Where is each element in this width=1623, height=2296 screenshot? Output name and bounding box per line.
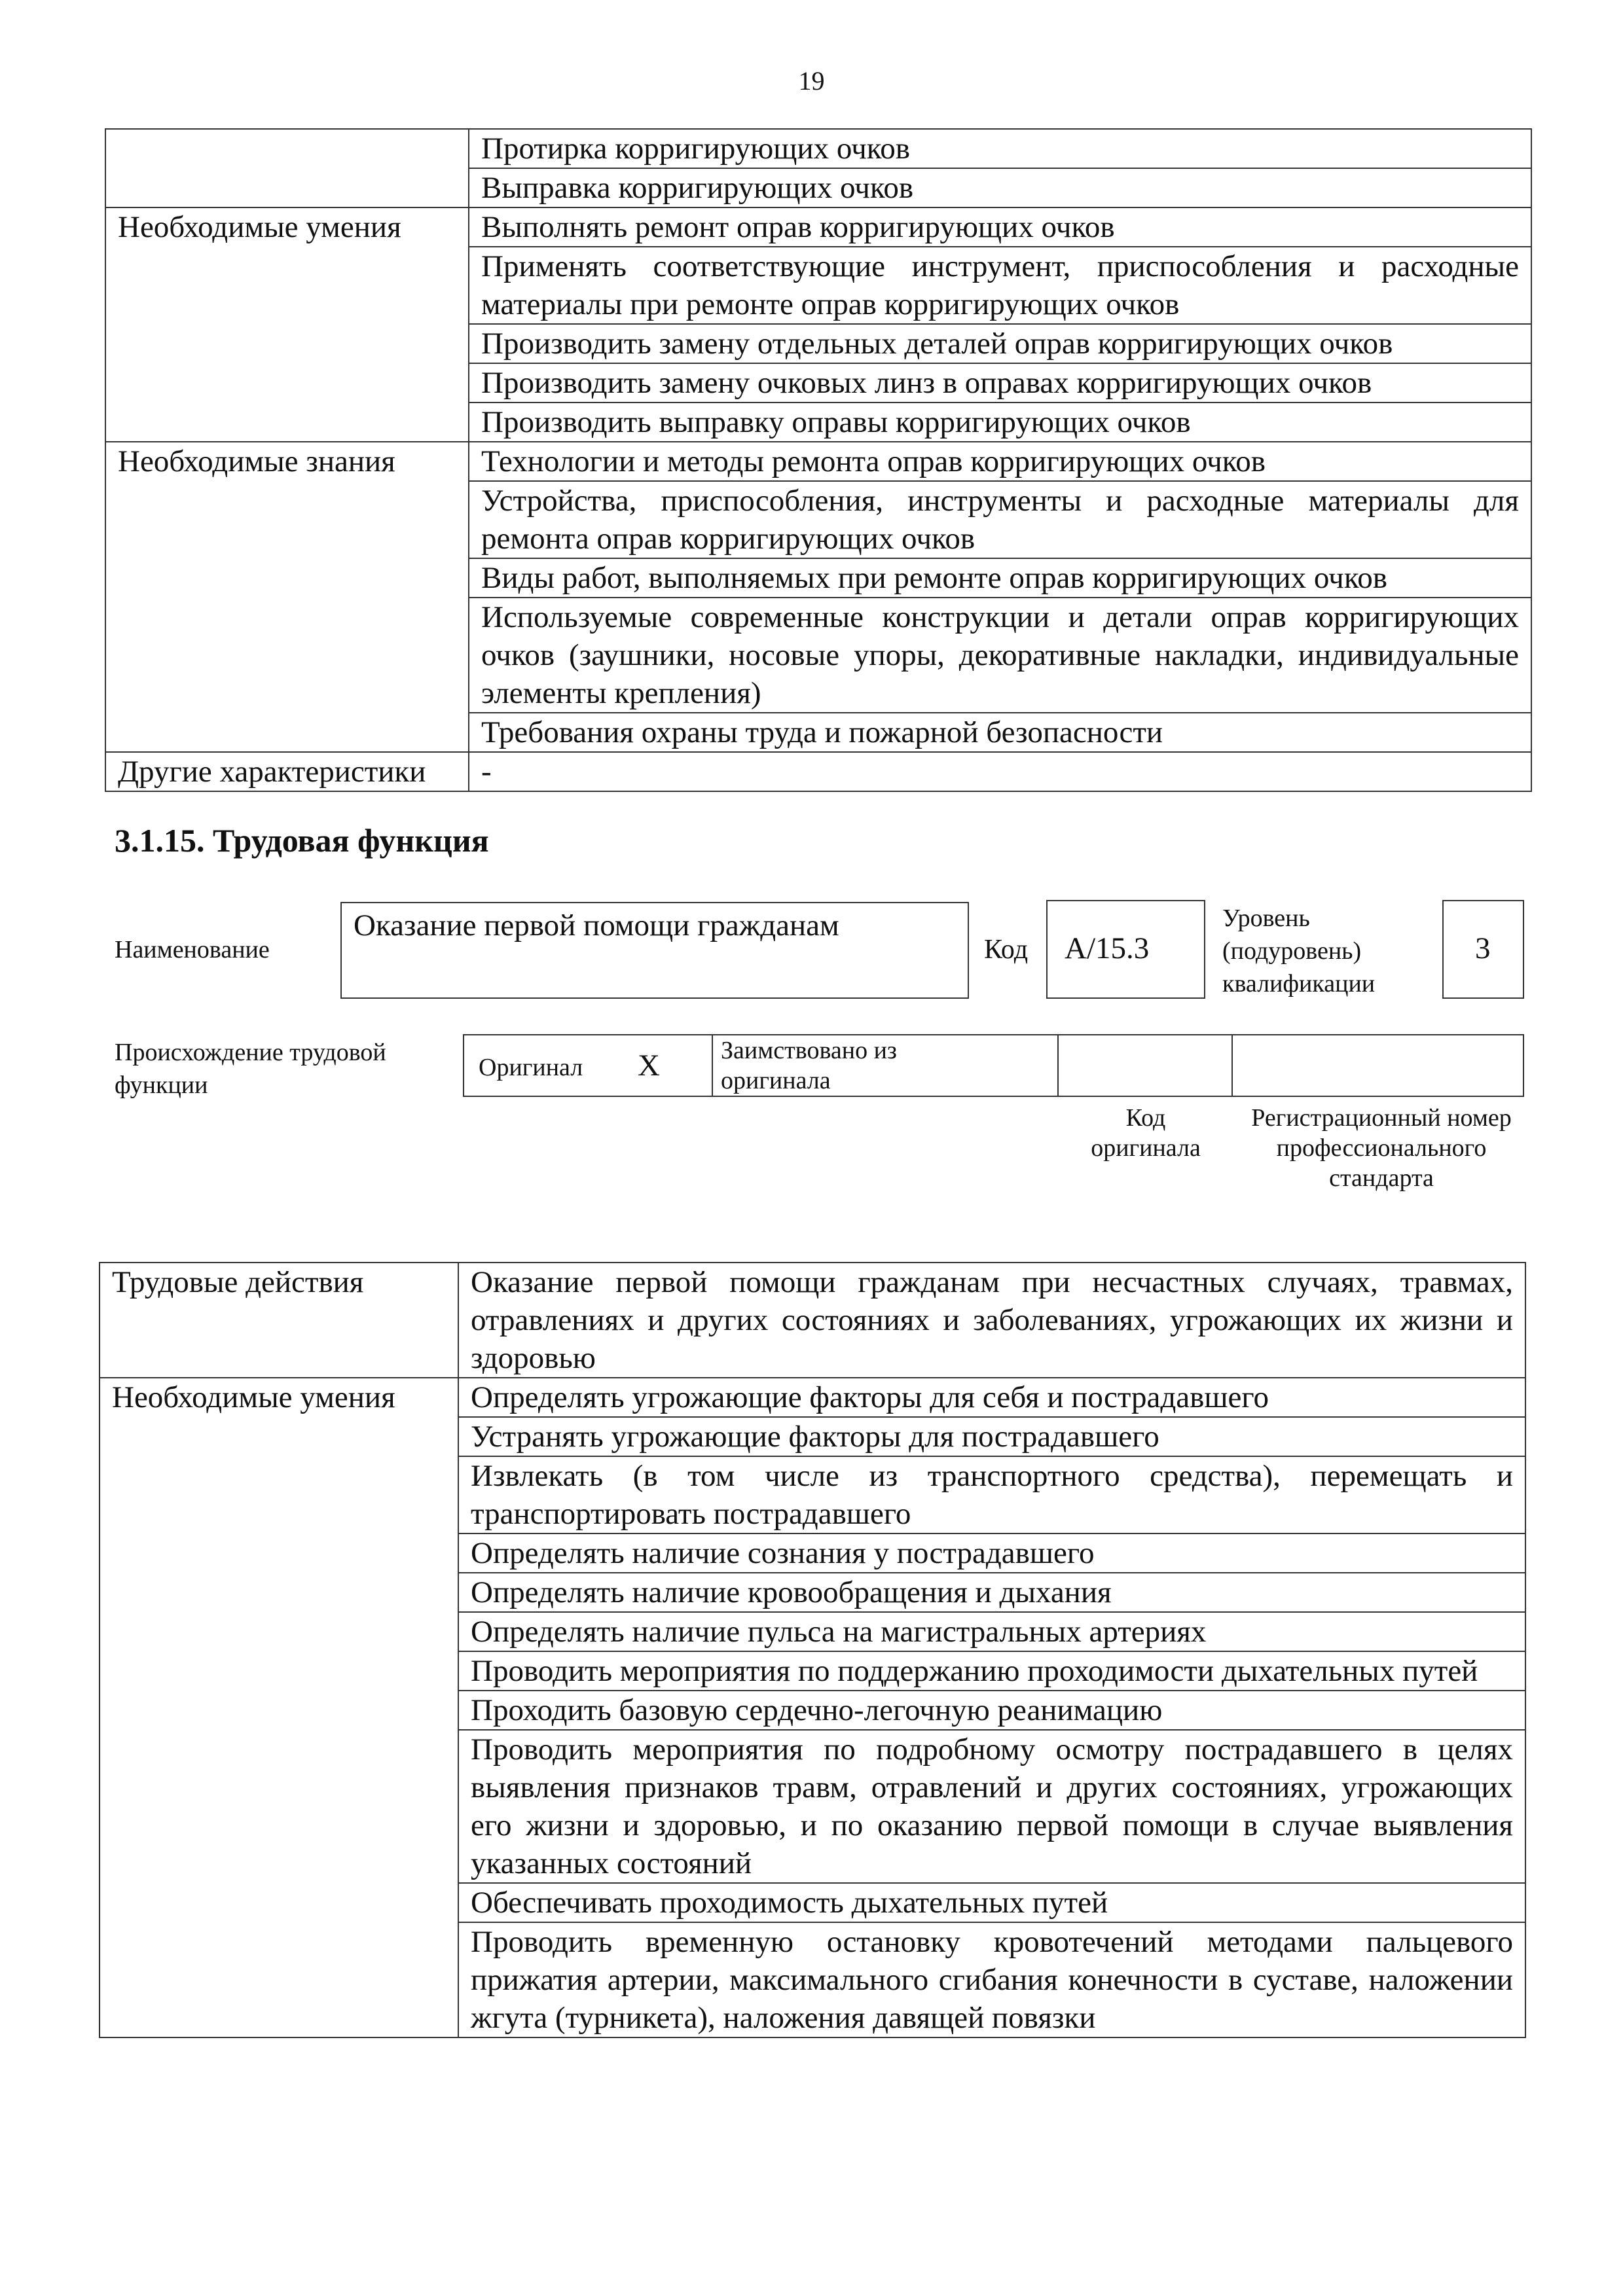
row-value: Выправка корригирующих очков xyxy=(469,168,1531,207)
row-value: Проводить временную остановку кровотечений методами пальцевого прижатия артерии, максимального сгибания конечности в суставе, наложении жгута (турникета), наложения давящей повязки xyxy=(458,1922,1525,2037)
table-row xyxy=(100,1378,1525,1417)
row-label: Необходимые умения xyxy=(105,207,469,442)
row-value: Производить замену отдельных деталей оправ корригирующих очков xyxy=(469,324,1531,363)
row-value: Извлекать (в том числе из транспортного средства), перемещать и транспортировать пострадавшего xyxy=(458,1456,1525,1534)
level-label: Уровень (подуровень) квалификации xyxy=(1222,905,1376,997)
row-label: Необходимые умения xyxy=(100,1378,458,2037)
row-value: Определять наличие кровообращения и дыхания xyxy=(458,1573,1525,1612)
level-value: 3 xyxy=(1475,931,1491,965)
row-value: Определять наличие сознания у пострадавшего xyxy=(458,1534,1525,1573)
row-value: Обеспечивать проходимость дыхательных путей xyxy=(458,1883,1525,1922)
requirements-table-2 xyxy=(99,1262,1526,2038)
level-box xyxy=(1442,900,1524,999)
row-value: Требования охраны труда и пожарной безопасности xyxy=(469,713,1531,752)
row-value: Технологии и методы ремонта оправ корригирующих очков xyxy=(469,442,1531,481)
origin-label: Происхождение трудовой функции xyxy=(115,1039,386,1099)
code-original-caption: Код оригинала xyxy=(1091,1104,1201,1162)
registration-number-caption: Регистрационный номер профессионального стандарта xyxy=(1251,1104,1512,1192)
row-value: Производить выправку оправы корригирующих очков xyxy=(469,403,1531,442)
table-row xyxy=(100,1263,1525,1378)
code-original-cell xyxy=(1231,1035,1233,1096)
row-value: Протирка корригирующих очков xyxy=(469,129,1531,168)
origin-row xyxy=(463,1034,1524,1097)
row-label xyxy=(105,129,469,207)
borrowed-label: Заимствовано из оригинала xyxy=(721,1037,897,1094)
row-value: Устранять угрожающие факторы для пострадавшего xyxy=(458,1417,1525,1456)
row-value: Используемые современные конструкции и детали оправ корригирующих очков (заушники, носовые упоры, декоративные накладки, индивидуальные элементы крепления) xyxy=(469,598,1531,713)
row-value: Виды работ, выполняемых при ремонте оправ корригирующих очков xyxy=(469,558,1531,598)
function-code-value: А/15.3 xyxy=(1065,931,1150,965)
row-label: Необходимые знания xyxy=(105,442,469,752)
row-value: Определять наличие пульса на магистральных артериях xyxy=(458,1612,1525,1651)
table-row xyxy=(105,207,1531,247)
function-name-value: Оказание первой помощи гражданам xyxy=(354,908,839,942)
row-value: Проводить мероприятия по поддержанию проходимости дыхательных путей xyxy=(458,1651,1525,1691)
table-row xyxy=(105,442,1531,481)
row-value: Определять угрожающие факторы для себя и пострадавшего xyxy=(458,1378,1525,1417)
name-label: Наименование xyxy=(115,936,270,963)
row-value: Проводить мероприятия по подробному осмотру пострадавшего в целях выявления признаков травм, отравлений и других состояниях, угрожающих его жизни и здоровью, и по оказанию первой помощи в случае выявления указанных состояний xyxy=(458,1730,1525,1883)
row-value: Выполнять ремонт оправ корригирующих очков xyxy=(469,207,1531,247)
row-value: Оказание первой помощи гражданам при несчастных случаях, травмах, отравлениях и других состояниях и заболеваниях, угрожающих их жизни и здоровью xyxy=(458,1263,1525,1378)
row-label: Другие характеристики xyxy=(105,752,469,791)
row-label: Трудовые действия xyxy=(100,1263,458,1378)
requirements-table-1 xyxy=(105,128,1532,792)
function-name-box xyxy=(340,902,969,999)
section-heading: 3.1.15. Трудовая функция xyxy=(115,822,489,859)
row-value: Проходить базовую сердечно-легочную реанимацию xyxy=(458,1691,1525,1730)
original-label: Оригинал xyxy=(479,1054,583,1081)
row-value: Производить замену очковых линз в оправах корригирующих очков xyxy=(469,363,1531,403)
row-value: Применять соответствующие инструмент, приспособления и расходные материалы при ремонте оправ корригирующих очков xyxy=(469,247,1531,324)
row-value: - xyxy=(469,752,1531,791)
code-label: Код xyxy=(984,935,1029,965)
page-number: 19 xyxy=(798,66,825,96)
table-row xyxy=(105,129,1531,168)
row-value: Устройства, приспособления, инструменты и расходные материалы для ремонта оправ корригирующих очков xyxy=(469,481,1531,558)
original-mark: X xyxy=(638,1049,660,1083)
table-row xyxy=(105,752,1531,791)
function-code-box xyxy=(1046,900,1205,999)
